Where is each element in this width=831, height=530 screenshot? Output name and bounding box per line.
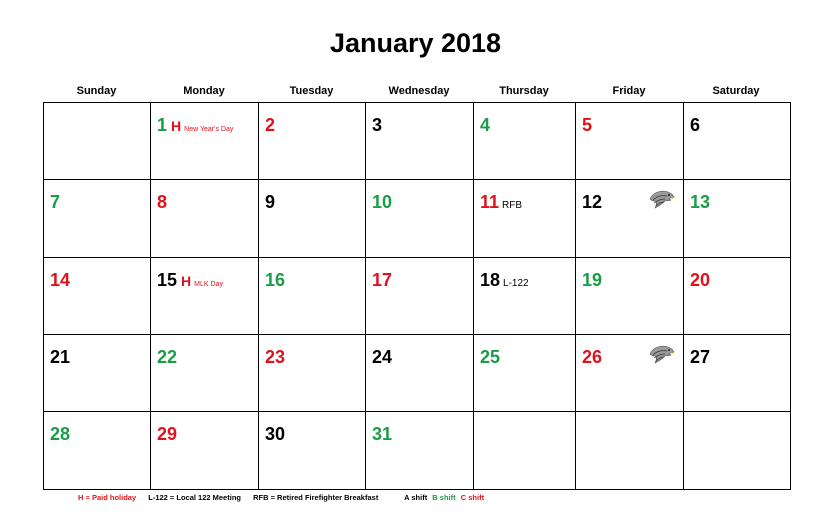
day-cell-8 [151, 180, 259, 258]
day-cell-9 [259, 180, 366, 258]
day-number-text: 3 [372, 115, 383, 135]
day-number-text: 24 [372, 347, 393, 367]
empty-day-cell [474, 412, 576, 489]
day-number-text: 16 [265, 270, 286, 290]
day-cell-20 [684, 258, 790, 335]
day-number [50, 424, 70, 445]
day-number-text: 31 [372, 424, 393, 444]
day-number-text: 12 [582, 192, 603, 212]
day-number-text: 1 [157, 115, 168, 135]
day-number [372, 270, 392, 291]
day-number [372, 424, 392, 445]
days-of-week-header [43, 85, 791, 99]
day-cell-23 [259, 335, 366, 412]
day-cell-14 [44, 258, 151, 335]
dow-thursday: Thursday [499, 85, 549, 97]
day-number [157, 424, 177, 445]
dow-wednesday: Wednesday [388, 85, 450, 97]
day-number-text: 30 [265, 424, 286, 444]
day-number-text: 5 [582, 115, 593, 135]
day-number-text: 11 [480, 192, 500, 212]
day-cell-3 [366, 103, 474, 180]
day-cell-10 [366, 180, 474, 258]
day-number [157, 270, 223, 291]
eagle-icon [649, 343, 675, 365]
day-number-text: 20 [690, 270, 711, 290]
day-number [372, 192, 392, 213]
day-cell-16 [259, 258, 366, 335]
eagle-icon [649, 188, 675, 210]
legend-local-meeting: L-122 = Local 122 Meeting [148, 493, 241, 502]
day-number-text: 25 [480, 347, 501, 367]
day-number [690, 115, 700, 136]
empty-day-cell [684, 412, 790, 489]
day-cell-24 [366, 335, 474, 412]
day-cell-1 [151, 103, 259, 180]
legend [78, 493, 487, 502]
day-cell-19 [576, 258, 684, 335]
day-cell-28 [44, 412, 151, 489]
day-number-text: 19 [582, 270, 603, 290]
dow-sunday: Sunday [76, 85, 117, 97]
day-cell-27 [684, 335, 790, 412]
day-number [265, 192, 275, 213]
day-number-text: 26 [582, 347, 603, 367]
day-cell-11 [474, 180, 576, 258]
day-number-text: 21 [50, 347, 71, 367]
legend-b-shift: B shift [432, 493, 456, 502]
holiday-marker: H [171, 118, 182, 134]
day-number-text: 8 [157, 192, 168, 212]
day-cell-17 [366, 258, 474, 335]
day-number [265, 115, 275, 136]
holiday-name: MLK Day [194, 281, 223, 288]
day-number-text: 15 [157, 270, 178, 290]
day-number [480, 115, 490, 136]
day-number [157, 115, 233, 136]
day-number-text: 22 [157, 347, 178, 367]
day-cell-13 [684, 180, 790, 258]
day-number [582, 192, 602, 213]
day-number-text: 14 [50, 270, 71, 290]
day-cell-29 [151, 412, 259, 489]
day-number [157, 347, 177, 368]
event-note: RFB [502, 200, 523, 211]
day-cell-7 [44, 180, 151, 258]
dow-tuesday: Tuesday [289, 85, 334, 97]
day-number-text: 4 [480, 115, 491, 135]
day-number-text: 13 [690, 192, 711, 212]
legend-a-shift: A shift [404, 493, 428, 502]
day-cell-12 [576, 180, 684, 258]
day-number-text: 23 [265, 347, 286, 367]
day-cell-15 [151, 258, 259, 335]
day-cell-5 [576, 103, 684, 180]
day-number-text: 7 [50, 192, 61, 212]
day-cell-25 [474, 335, 576, 412]
legend-c-shift: C shift [460, 493, 485, 502]
day-number [690, 270, 710, 291]
day-number [372, 115, 382, 136]
day-number [690, 192, 710, 213]
day-number [265, 270, 285, 291]
day-number [157, 192, 167, 213]
dow-friday: Friday [612, 85, 646, 97]
empty-day-cell [576, 412, 684, 489]
day-cell-30 [259, 412, 366, 489]
day-number-text: 6 [690, 115, 701, 135]
day-number [480, 192, 522, 213]
day-cell-6 [684, 103, 790, 180]
event-note: L-122 [503, 278, 529, 289]
holiday-name: New Year's Day [184, 126, 234, 133]
dow-monday: Monday [183, 85, 225, 97]
day-number-text: 2 [265, 115, 276, 135]
day-number-text: 18 [480, 270, 501, 290]
day-number-text: 10 [372, 192, 393, 212]
calendar-title: January 2018 [329, 28, 502, 58]
legend-paid-holiday: H = Paid holiday [78, 493, 137, 502]
day-number-text: 27 [690, 347, 711, 367]
day-number [265, 424, 285, 445]
day-cell-21 [44, 335, 151, 412]
day-number [582, 347, 602, 368]
dow-saturday: Saturday [712, 85, 760, 97]
day-cell-22 [151, 335, 259, 412]
day-number-text: 17 [372, 270, 393, 290]
day-number [480, 270, 529, 291]
holiday-marker: H [181, 273, 192, 289]
legend-rfb: RFB = Retired Firefighter Breakfast [253, 493, 379, 502]
empty-day-cell [44, 103, 151, 180]
day-cell-18 [474, 258, 576, 335]
day-number [480, 347, 500, 368]
day-cell-4 [474, 103, 576, 180]
day-number [690, 347, 710, 368]
day-number [50, 347, 70, 368]
day-number-text: 29 [157, 424, 178, 444]
day-cell-31 [366, 412, 474, 489]
day-number-text: 28 [50, 424, 71, 444]
day-cell-2 [259, 103, 366, 180]
day-number [582, 270, 602, 291]
day-cell-26 [576, 335, 684, 412]
day-number [50, 192, 60, 213]
day-number [50, 270, 70, 291]
day-number [372, 347, 392, 368]
calendar-grid [43, 102, 791, 490]
day-number [582, 115, 592, 136]
day-number-text: 9 [265, 192, 276, 212]
day-number [265, 347, 285, 368]
